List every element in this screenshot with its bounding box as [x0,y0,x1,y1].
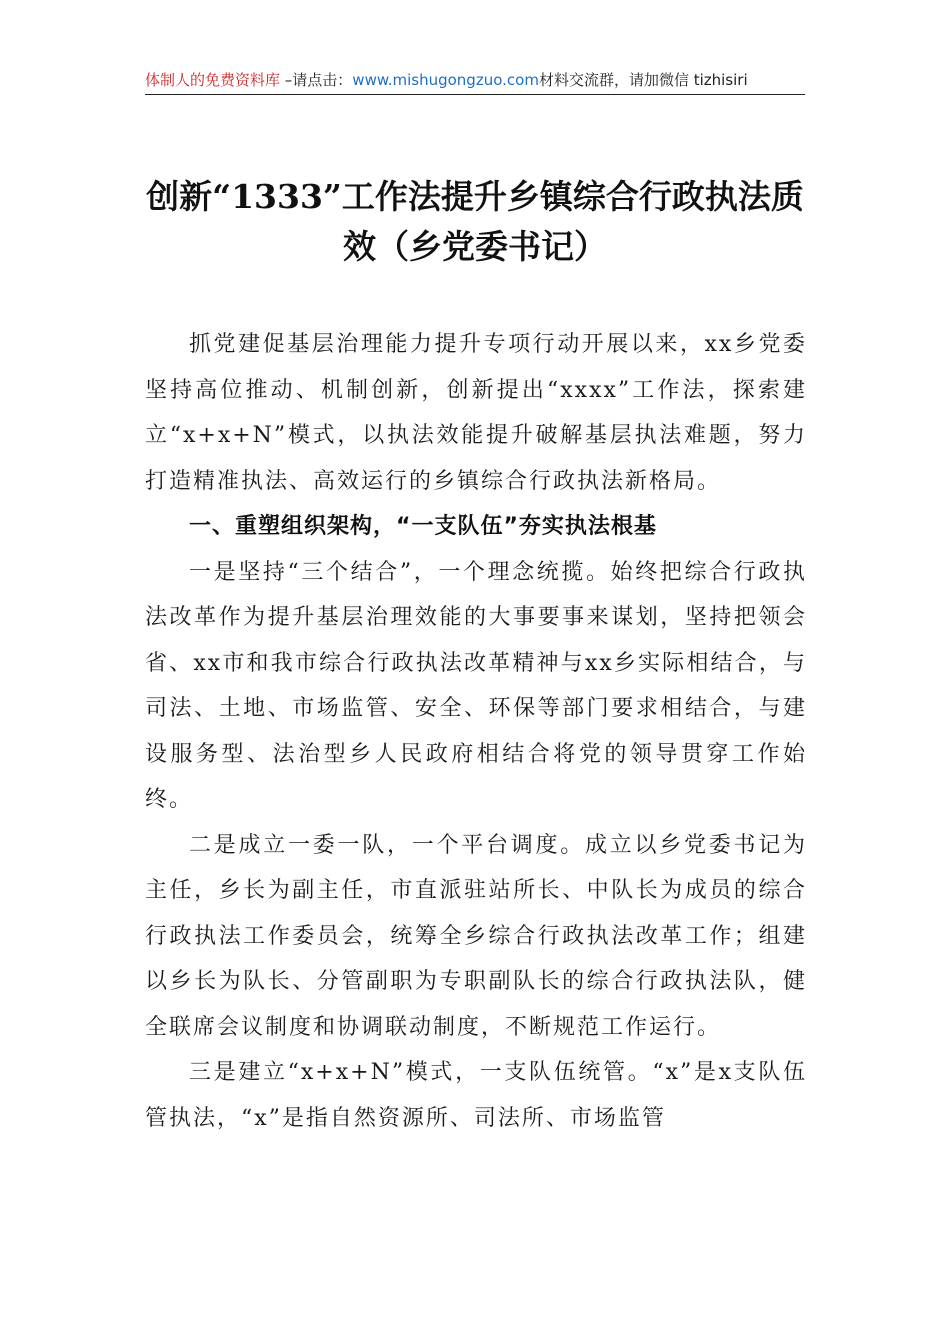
paragraph-2: 二是成立一委一队，一个平台调度。成立以乡党委书记为主任，乡长为副主任，市直派驻站所长、中队长为成员的综合行政执法工作委员会，统筹全乡综合行政执法改革工作；组建以乡长为队长、分管副职为专职副队长的综合行政执法队，健全联席会议制度和协调联动制度，不断规范工作运行。 [145,832,807,1040]
paragraph-1: 一是坚持“三个结合”，一个理念统揽。始终把综合行政执法改革作为提升基层治理效能的大事要事来谋划，坚持把领会省、xx市和我市综合行政执法改革精神与xx乡实际相结合，与司法、土地、市场监管、安全、环保等部门要求相结合，与建设服务型、法治型乡人民政府相结合将党的领导贯穿工作始终。 [145,559,807,812]
paragraph-3: 三是建立“x+x+N”模式，一支队伍统管。“x”是x支队伍管执法，“x”是指自然资源所、司法所、市场监管 [145,1060,807,1131]
header-brand[interactable]: 体制人的免费资料库 [145,71,281,89]
header-divider [145,94,805,95]
header-contact: 材料交流群，请加微信 tizhisiri [538,71,748,89]
page-header [145,68,805,94]
document-body [145,322,807,1141]
header-site-link[interactable]: www.mishugongzuo.com [352,71,539,89]
section-heading-1: 一、重塑组织架构，“一支队伍”夯实执法根基 [189,514,657,539]
document-title: 创新“1333”工作法提升乡镇综合行政执法质效（乡党委书记） [146,177,804,266]
header-prompt: –请点击： [280,71,353,89]
intro-paragraph: 抓党建促基层治理能力提升专项行动开展以来，xx乡党委坚持高位推动、机制创新，创新提出“xxxx”工作法，探索建立“x+x+N”模式，以执法效能提升破解基层执法难题，努力打造精准执法、高效运行的乡镇综合行政执法新格局。 [145,332,807,494]
